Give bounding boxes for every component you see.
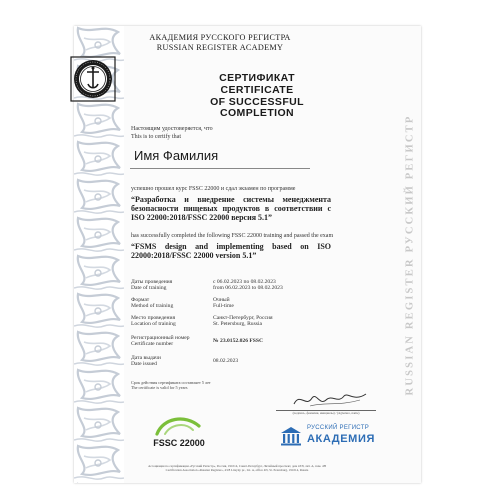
label-location-en: Location of training: [131, 321, 176, 327]
course-title-en: “FSMS design and implementing based on ISO 22000:2018/FSSC 22000 version 5.1”: [131, 242, 331, 260]
signature-caption: (подпись, фамилия, инициалы) / (signature, name): [292, 411, 360, 415]
value-location-ru: Санкт-Петербург, Россия: [213, 315, 273, 321]
label-dates-ru: Даты проведения: [131, 279, 173, 285]
validity-en: The certificate is valid for 5 years: [131, 385, 188, 390]
header-ru: АКАДЕМИЯ РУССКОГО РЕГИСТРА: [149, 33, 291, 42]
label-certnum-ru: Регистрационный номер: [131, 335, 190, 341]
footer: [132, 464, 342, 472]
validity-ru: Срок действия сертификата составляет 5 лет: [131, 380, 211, 385]
title-en: CERTIFICATE: [220, 84, 294, 96]
side-watermark-text: RUSSIAN REGISTER РУССКИЙ РЕГИСТР: [404, 114, 416, 395]
rra-logo-text-ru: РУССКИЙ РЕГИСТР: [307, 425, 370, 431]
fssc-swoosh-icon: [143, 412, 215, 438]
value-format-ru: Очный: [213, 297, 230, 303]
russian-register-seal-icon: [70, 56, 116, 102]
signature-icon: [290, 388, 370, 410]
title-ru: СЕРТИФИКАТ: [219, 72, 295, 84]
title-en-sub: OF SUCCESSFUL COMPLETION: [210, 96, 304, 119]
fssc-logo: [143, 412, 215, 450]
value-format-en: Full-time: [213, 303, 234, 309]
label-format-ru: Формат: [131, 297, 150, 303]
academy-building-icon: [279, 424, 303, 448]
label-issued-ru: Дата выдачи: [131, 355, 161, 361]
rra-logo: [275, 422, 395, 452]
label-certnum-en: Certificate number: [131, 341, 174, 347]
footer-en: Certification Association «Russian Register», 43/8 Liteyny pr., Lit. A, office 4N, St. Petersburg, 191014, Russia: [165, 468, 309, 472]
value-issued: 08.02.2023: [213, 358, 239, 364]
side-watermark: [400, 26, 420, 483]
certify-en: This is to certify that: [131, 134, 181, 140]
value-location-en: St. Petersburg, Russia: [213, 321, 262, 327]
value-dates-en: from 06.02.2023 to 08.02.2023: [213, 285, 283, 291]
value-certnum: № 23.0152.026 FSSC: [213, 338, 264, 344]
course-title-ru: “Разработка и внедрение системы менеджмента безопасности пищевых продуктов в соответствии с ISO 22000:2018/FSSC 22000 версия 5.1”: [131, 195, 331, 222]
label-location-ru: Место проведения: [131, 315, 176, 321]
header-en: RUSSIAN REGISTER ACADEMY: [156, 43, 284, 52]
course-intro-ru: успешно прошел курс FSSC 22000 и сдал экзамен по программе: [131, 186, 296, 192]
footer-ru: Ассоциация по сертификации «Русский Регистр», Россия, 191014, Санкт-Петербург, Литейный проспект, дом 43/8, лит. А, пом. 4Н: [148, 464, 326, 468]
label-format-en: Method of training: [131, 303, 174, 309]
certify-ru: Настоящим удостоверяется, что: [131, 126, 213, 132]
label-dates-en: Date of training: [131, 285, 167, 291]
name-underline: [130, 168, 310, 169]
course-intro-en: has successfully completed the following FSSC 22000 training and passed the exam: [131, 233, 334, 239]
fssc-logo-text: FSSC 22000: [153, 438, 205, 448]
rra-logo-text-big: АКАДЕМИЯ: [307, 433, 375, 445]
recipient-name: Имя Фамилия: [134, 148, 219, 163]
label-issued-en: Date issued: [131, 361, 157, 367]
value-dates-ru: с 06.02.2023 по 08.02.2023: [213, 279, 276, 285]
